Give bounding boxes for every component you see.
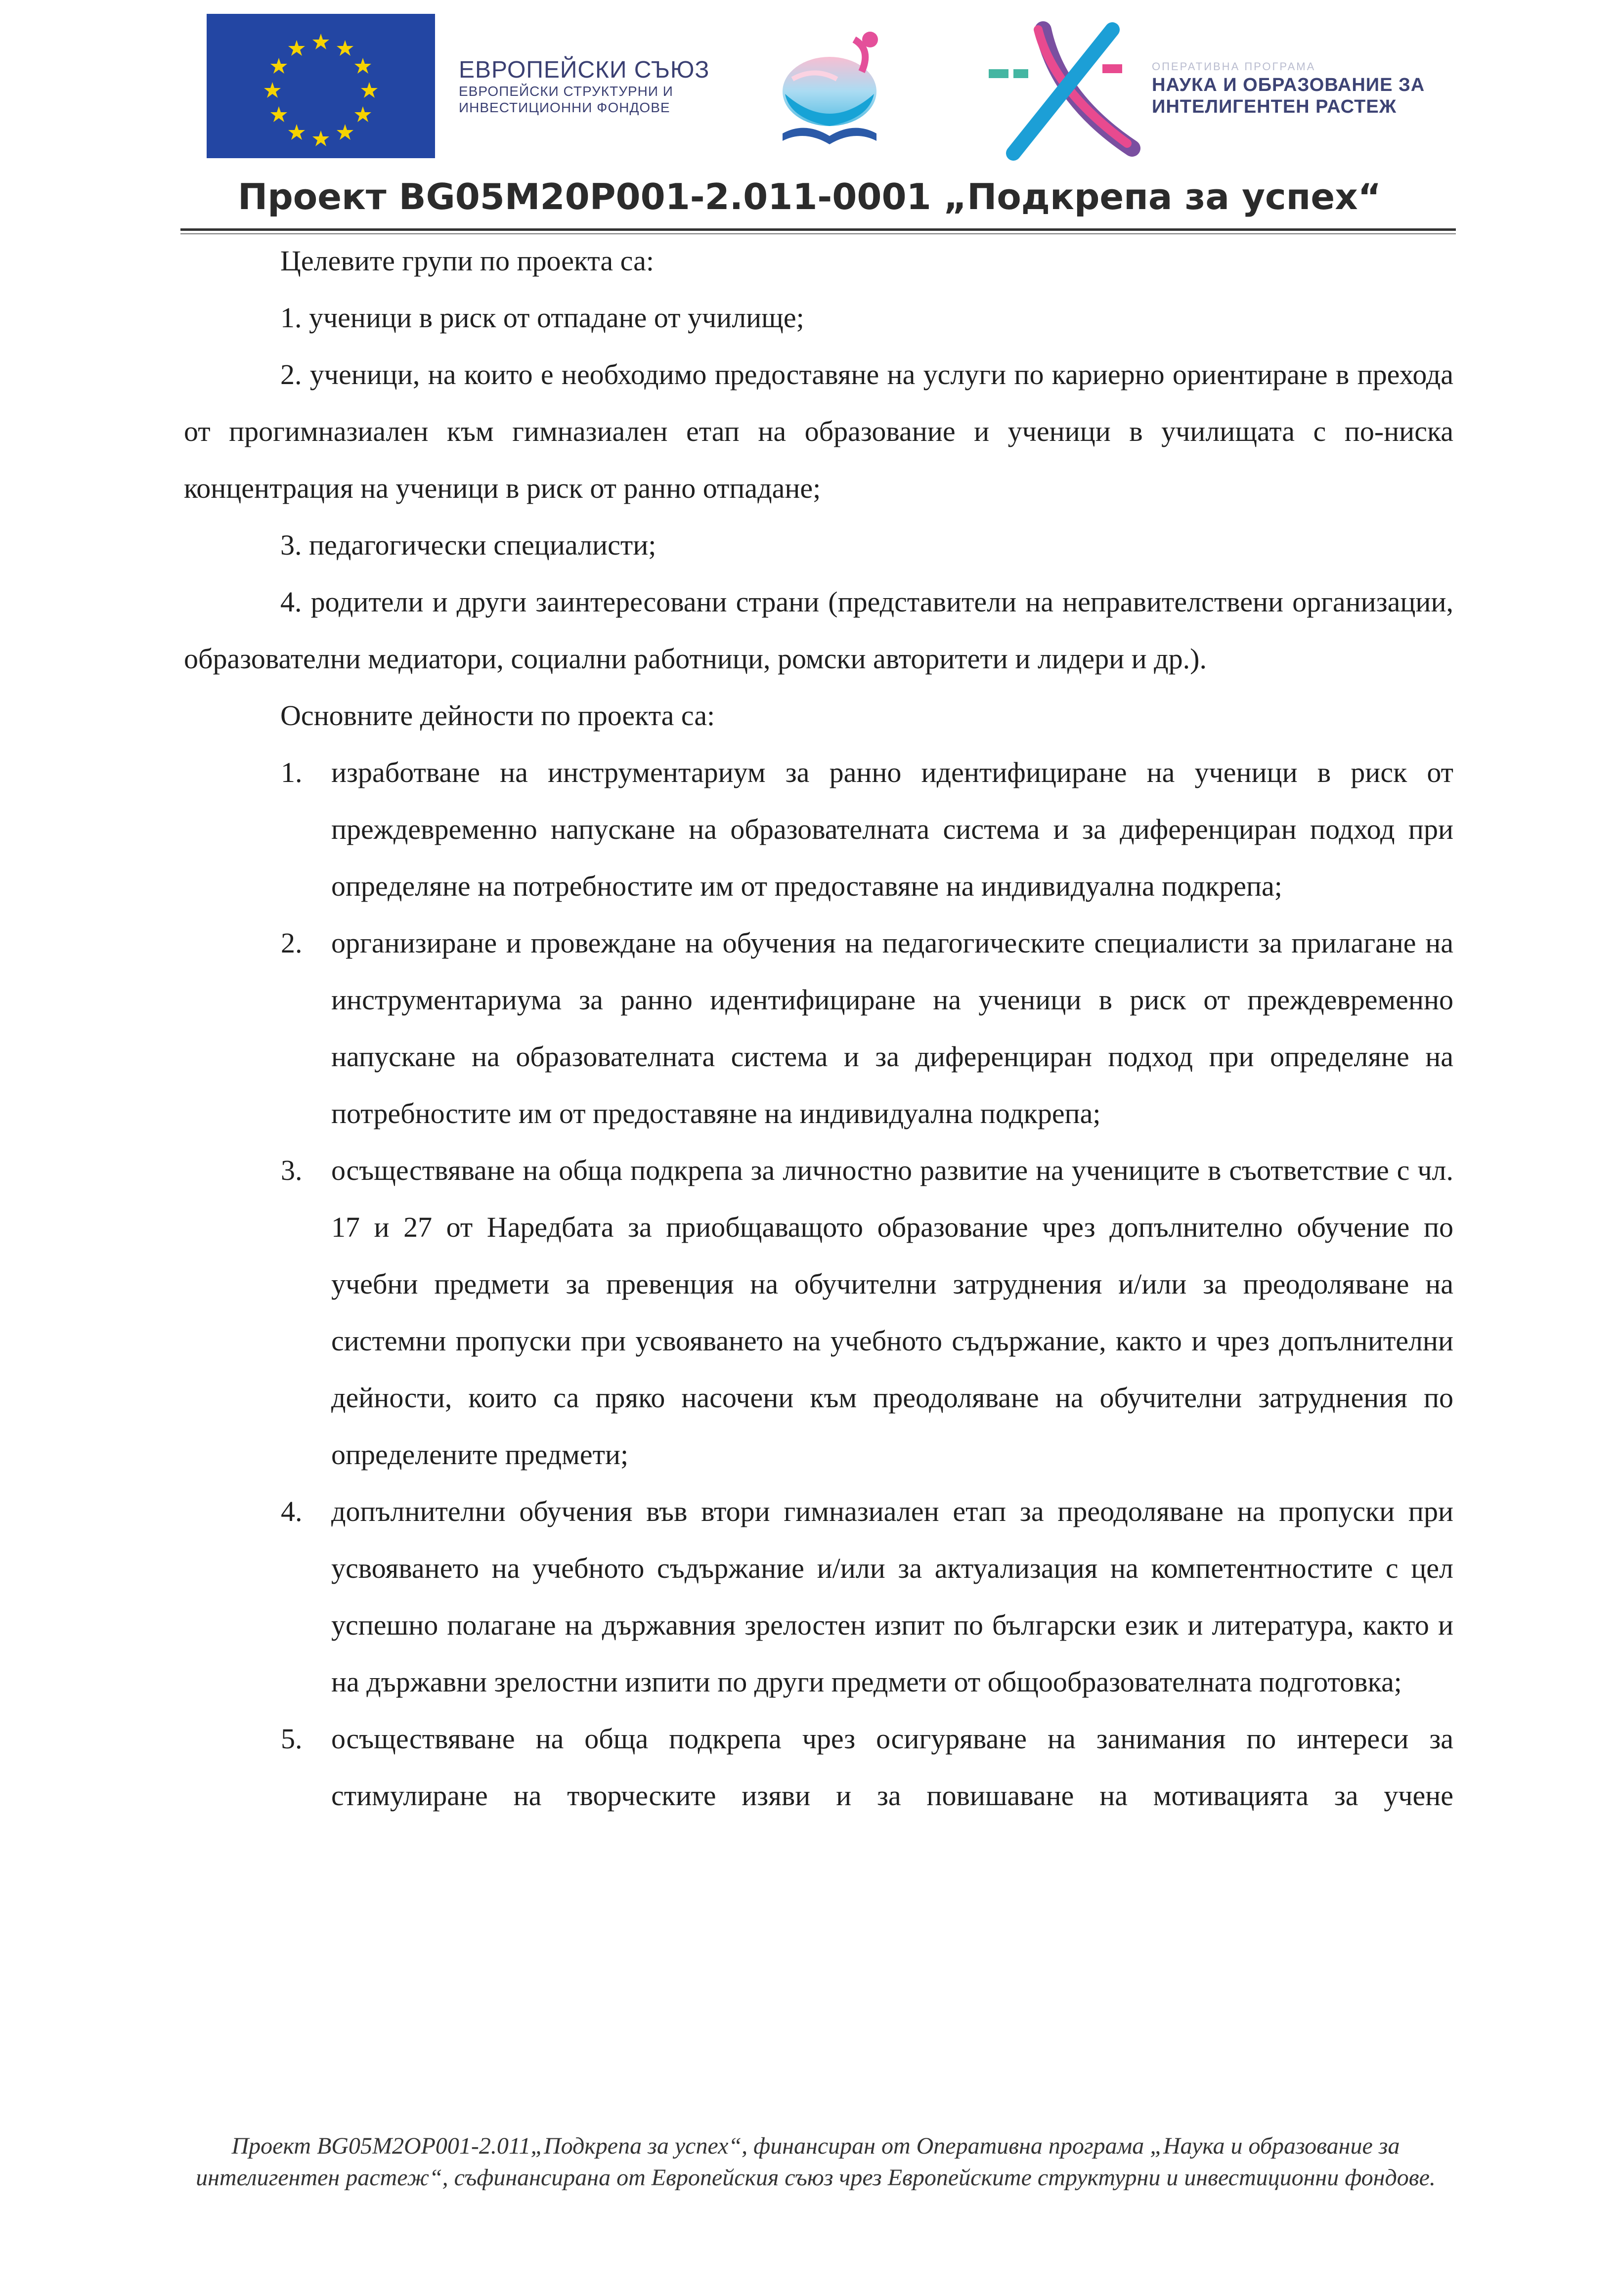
activity-number: 5. bbox=[281, 1723, 303, 1755]
activity-item bbox=[184, 1710, 1453, 1824]
page-header bbox=[0, 0, 1619, 163]
activity-text: изработване на инструментариум за ранно идентифициране на ученици в риск от преждевременно напускане на образователната система и за диференциран подход при определяне на потребностите им от предоставяне на индивидуална подкрепа; bbox=[331, 756, 1453, 902]
activity-number: 2. bbox=[281, 927, 303, 959]
eu-title: ЕВРОПЕЙСКИ СЪЮЗ bbox=[459, 57, 710, 83]
activity-text: организиране и провеждане на обучения на педагогическите специалисти за прилагане на инструментариума за ранно идентифициране на ученици в риск от преждевременно напускане на образователната система и за диференциран подход при определяне на потребностите им от предоставяне на индивидуална подкрепа; bbox=[331, 927, 1453, 1129]
activities-intro: Основните дейности по проекта са: bbox=[280, 699, 715, 732]
activity-number: 1. bbox=[281, 756, 303, 788]
activity-number: 4. bbox=[281, 1495, 303, 1527]
document-body bbox=[184, 232, 1453, 1824]
activity-item bbox=[184, 914, 1453, 1142]
eu-subtitle-2: ИНВЕСТИЦИОННИ ФОНДОВЕ bbox=[459, 100, 670, 115]
activity-item bbox=[184, 1483, 1453, 1710]
target-group-item: 2. ученици, на които е необходимо предоставяне на услуги по кариерно ориентиране в прехода от прогимназиален към гимназиален етап на образование и ученици в училищата с по-ниска концентрация на ученици в риск от ранно отпадане; bbox=[184, 358, 1453, 504]
op-title-line-1: НАУКА И ОБРАЗОВАНИЕ ЗА bbox=[1152, 75, 1425, 95]
open-book-icon bbox=[755, 20, 904, 161]
op-logo-text bbox=[1152, 59, 1425, 118]
target-group-item: 1. ученици в риск от отпадане от училище; bbox=[280, 302, 804, 334]
eu-flag-logo bbox=[207, 14, 435, 158]
target-group-item: 3. педагогически специалисти; bbox=[280, 529, 656, 561]
target-group-item: 4. родители и други заинтересовани страни (представители на неправителствени организации, образователни медиатори, социални работници, ромски авторитети и лидери и др.). bbox=[184, 586, 1453, 675]
activity-text: осъществяване на обща подкрепа чрез осигуряване на занимания по интереси за стимулиране на творческите изяви и за повишаване на мотивацията за учене bbox=[331, 1723, 1453, 1812]
activities-list bbox=[184, 744, 1453, 1824]
activity-text: допълнителни обучения във втори гимназиален етап за преодоляване на пропуски при усвояването на учебното съдържание и/или за актуализация на компетентностите с цел успешно полагане на държавния зрелостен изпит по български език и литература, както и на държавни зрелостни изпити по други предмети от общообразователната подготовка; bbox=[331, 1495, 1453, 1698]
eu-stars-icon bbox=[207, 14, 435, 158]
activity-item bbox=[184, 1142, 1453, 1483]
target-groups-intro: Целевите групи по проекта са: bbox=[280, 245, 654, 277]
op-logo-icon bbox=[984, 20, 1152, 163]
book-logo bbox=[755, 20, 904, 161]
project-title: Проект BG05M20P001-2.011-0001 „Подкрепа за успех“ bbox=[237, 176, 1382, 217]
op-title-line-2: ИНТЕЛИГЕНТЕН РАСТЕЖ bbox=[1152, 96, 1397, 117]
activity-text: осъществяване на обща подкрепа за личностно развитие на учениците в съответствие с чл. 17 и 27 от Наредбата за приобщаващото образование чрез допълнително обучение по учебни предмети за превенция на обучителни затруднения и/или за преодоляване на системни пропуски при усвояването на учебното съдържание, както и чрез допълнителни дейности, които са пряко насочени към преодоляване на обучителни затруднения по определените предмети; bbox=[331, 1154, 1453, 1471]
header-divider bbox=[180, 228, 1456, 231]
eu-subtitle-1: ЕВРОПЕЙСКИ СТРУКТУРНИ И bbox=[459, 84, 673, 99]
eu-logo-text bbox=[459, 57, 709, 116]
op-small-label: ОПЕРАТИВНА ПРОГРАМА bbox=[1152, 60, 1316, 73]
activity-number: 3. bbox=[281, 1154, 303, 1186]
page-footer: Проект BG05M2OP001-2.011„Подкрепа за успех“, финансиран от Оперативна програма „Наука и образование за интелигентен растеж“, съфинансирана от Европейския съюз чрез Европейските структурни и инвестиционни фондове. bbox=[196, 2133, 1436, 2191]
activity-item bbox=[184, 744, 1453, 914]
op-science-education-logo bbox=[984, 20, 1152, 163]
